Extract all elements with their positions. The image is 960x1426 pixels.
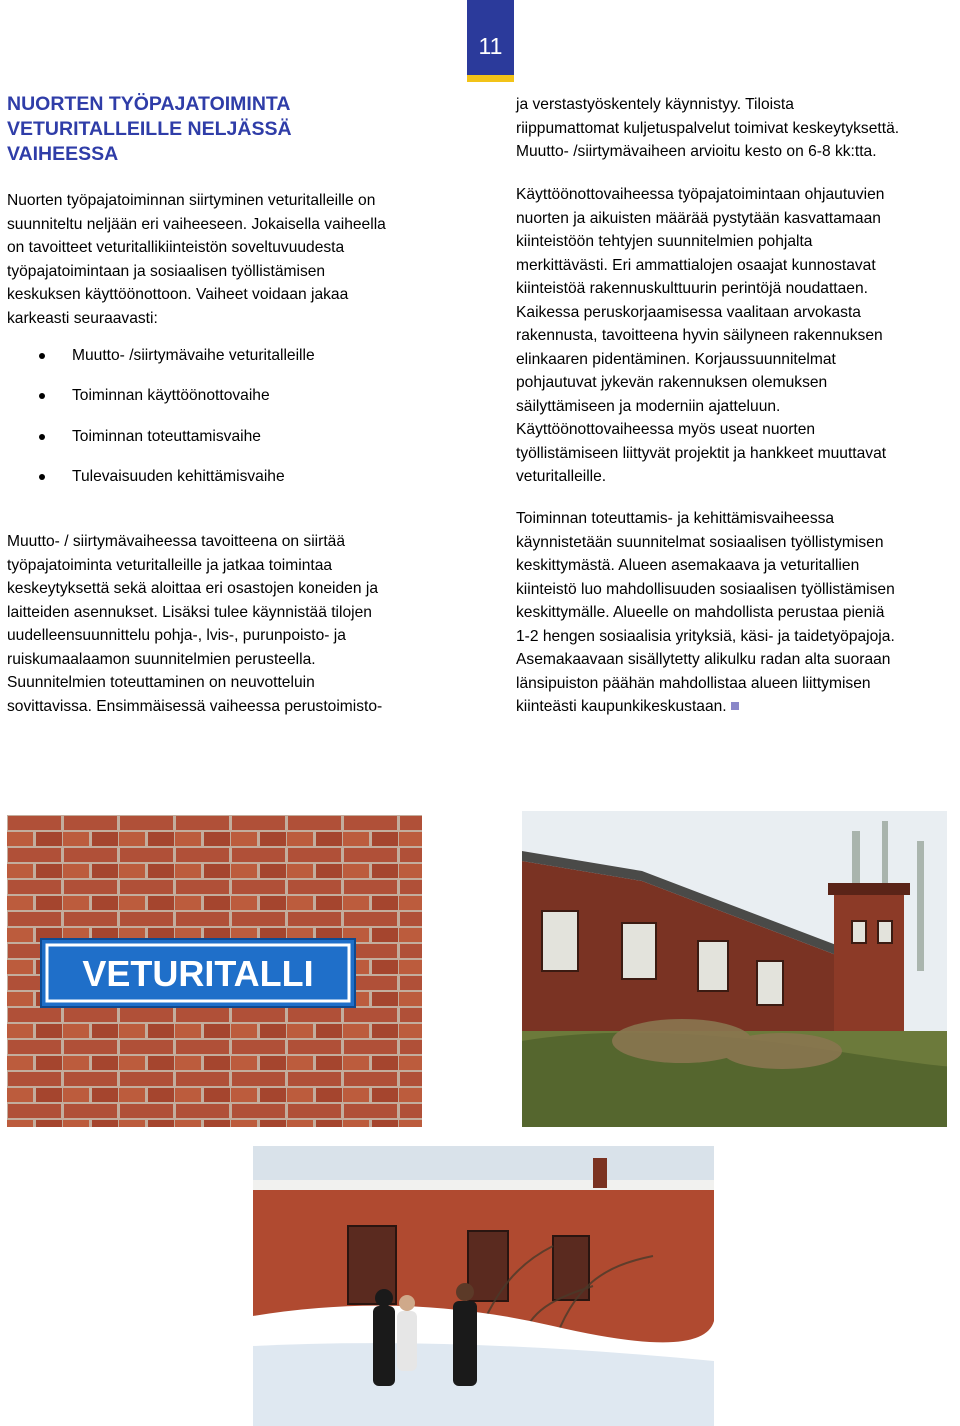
page-tab-stripe	[467, 75, 514, 82]
text-line: rakennusta, tavoitteena hyvin säilyneen rakennuksen	[516, 327, 883, 344]
text-line: merkittävästi. Eri ammattialojen osaajat kunnostavat	[516, 256, 876, 274]
text-line: 1-2 hengen sosiaalisia yrityksiä, käsi- ja taidetyöpajoja.	[516, 627, 895, 645]
page-number: 11	[478, 33, 503, 59]
text-line: Käyttöönottovaiheessa myös useat nuorten	[516, 421, 816, 438]
heading-line: VAIHEESSA	[7, 143, 119, 165]
photo-brick-depot-building	[522, 811, 947, 1127]
end-of-article-marker	[731, 702, 739, 710]
text-line: työpajatoimintaan ja sosiaalisen työllistämisen	[7, 262, 326, 280]
text-line: kiinteistö luo mahdollisuuden sosiaalisen työllistämisen	[516, 580, 895, 598]
text-line: veturitalleille.	[516, 468, 607, 485]
heading-line: NUORTEN TYÖPAJATOIMINTA	[7, 93, 291, 115]
phase-label: Toiminnan käyttöönottovaihe	[72, 387, 270, 405]
veturitalli-sign	[41, 939, 355, 1007]
text-line: kiinteistöön tehtyjen suunnitelmien pohjalta	[516, 233, 813, 250]
text-line: Kaikessa peruskorjaamisessa vaalitaan arvokasta	[516, 303, 861, 321]
text-line: keskuksen käyttöönottoon. Vaiheet voidaan jakaa	[7, 286, 349, 303]
text-line: kiinteistöä rakennuskulttuurin perintöjä noudattaen.	[516, 280, 868, 297]
photo-snowy-courtyard	[253, 1146, 714, 1426]
text-line: nuorten ja aikuisten määrää pystytään kasvattamaan	[516, 209, 881, 227]
text-line: ja verstastyöskentely käynnistyy. Tiloista	[516, 96, 794, 113]
text-line: Suunnitelmien toteuttaminen on neuvotteluin	[7, 674, 315, 691]
text-line: säilyttämiseen ja moderniin ajatteluun.	[516, 397, 781, 415]
list-item	[7, 384, 457, 424]
text-line: Muutto- /siirtymävaiheen arvioitu kesto on 6-8 kk:tta.	[516, 143, 877, 160]
text-line: pohjautuvat jykevän rakennuksen olemuksen	[516, 374, 828, 391]
development-paragraph	[516, 507, 960, 719]
list-item	[7, 425, 457, 465]
bullet-icon	[39, 434, 45, 440]
list-item	[7, 344, 457, 384]
text-line: elinkaaren pidentäminen. Korjaussuunnitelmat	[516, 350, 836, 368]
text-line: keskittymästä. Alueen asemakaava ja veturitallien	[516, 557, 860, 574]
text-line: karkeasti seuraavasti:	[7, 309, 158, 327]
phase-label: Toiminnan toteuttamisvaihe	[72, 427, 261, 445]
text-line: suunniteltu neljään eri vaiheeseen. Jokaisella vaiheella	[7, 215, 386, 233]
heading-line: VETURITALLEILLE NELJÄSSÄ	[7, 118, 292, 140]
phase-label: Tulevaisuuden kehittämisvaihe	[72, 468, 285, 486]
text-line: Nuorten työpajatoiminnan siirtyminen veturitalleille on	[7, 192, 376, 209]
text-line: keskittymälle. Alueelle on mahdollista perustaa pieniä	[516, 604, 885, 621]
text-line: länsipuiston päähän mahdollistaa alueen liittymisen	[516, 674, 871, 692]
text-line: Asemakaavaan sisällytetty alikulku radan alta suoraan	[516, 651, 891, 668]
text-line: Toiminnan toteuttamis- ja kehittämisvaiheessa	[516, 510, 835, 527]
sign-text: VETURITALLI	[82, 953, 314, 994]
text-line: keskeytyksettä sekä aloittaa eri osastojen koneiden ja	[7, 580, 378, 597]
text-line: työpajatoiminta veturitalleille ja jatkaa toimintaa	[7, 556, 333, 574]
text-line: ruiskumaalaamon suunnitelmien perusteella.	[7, 650, 316, 668]
bullet-icon	[39, 393, 45, 399]
list-item	[7, 465, 457, 505]
text-line: Käyttöönottovaiheessa työpajatoimintaan ohjautuvien	[516, 186, 885, 203]
text-line: riippumattomat kuljetuspalvelut toimivat keskeytyksettä.	[516, 119, 900, 137]
intro-paragraph	[7, 189, 457, 330]
photo-veturitalli-sign	[7, 815, 422, 1127]
continuation-paragraph	[516, 93, 960, 164]
section-heading	[7, 92, 447, 167]
text-line: laitteiden asennukset. Lisäksi tulee käynnistää tilojen	[7, 603, 372, 621]
phase-label: Muutto- /siirtymävaihe veturitalleille	[72, 347, 315, 364]
text-line: Muutto- / siirtymävaiheessa tavoitteena on siirtää	[7, 533, 346, 550]
phase-one-paragraph	[7, 530, 457, 718]
text-line: työllistämiseen liittyvät projektit ja hankkeet muuttavat	[516, 444, 887, 462]
text-line: kiinteästi kaupunkikeskustaan.	[516, 698, 727, 715]
text-line: käynnistetään suunnitelmat sosiaalisen työllistymisen	[516, 533, 884, 551]
text-line: sovittavissa. Ensimmäisessä vaiheessa perustoimisto-	[7, 697, 383, 715]
text-line: uudelleensuunnittelu pohja-, lvis-, purunpoisto- ja	[7, 627, 346, 644]
bullet-icon	[39, 353, 45, 359]
bullet-icon	[39, 474, 45, 480]
page-number-tab	[467, 0, 514, 82]
text-line: on tavoitteet veturitallikiinteistön soveltuvuudesta	[7, 239, 345, 256]
deployment-paragraph	[516, 183, 960, 489]
phase-list	[7, 344, 457, 506]
